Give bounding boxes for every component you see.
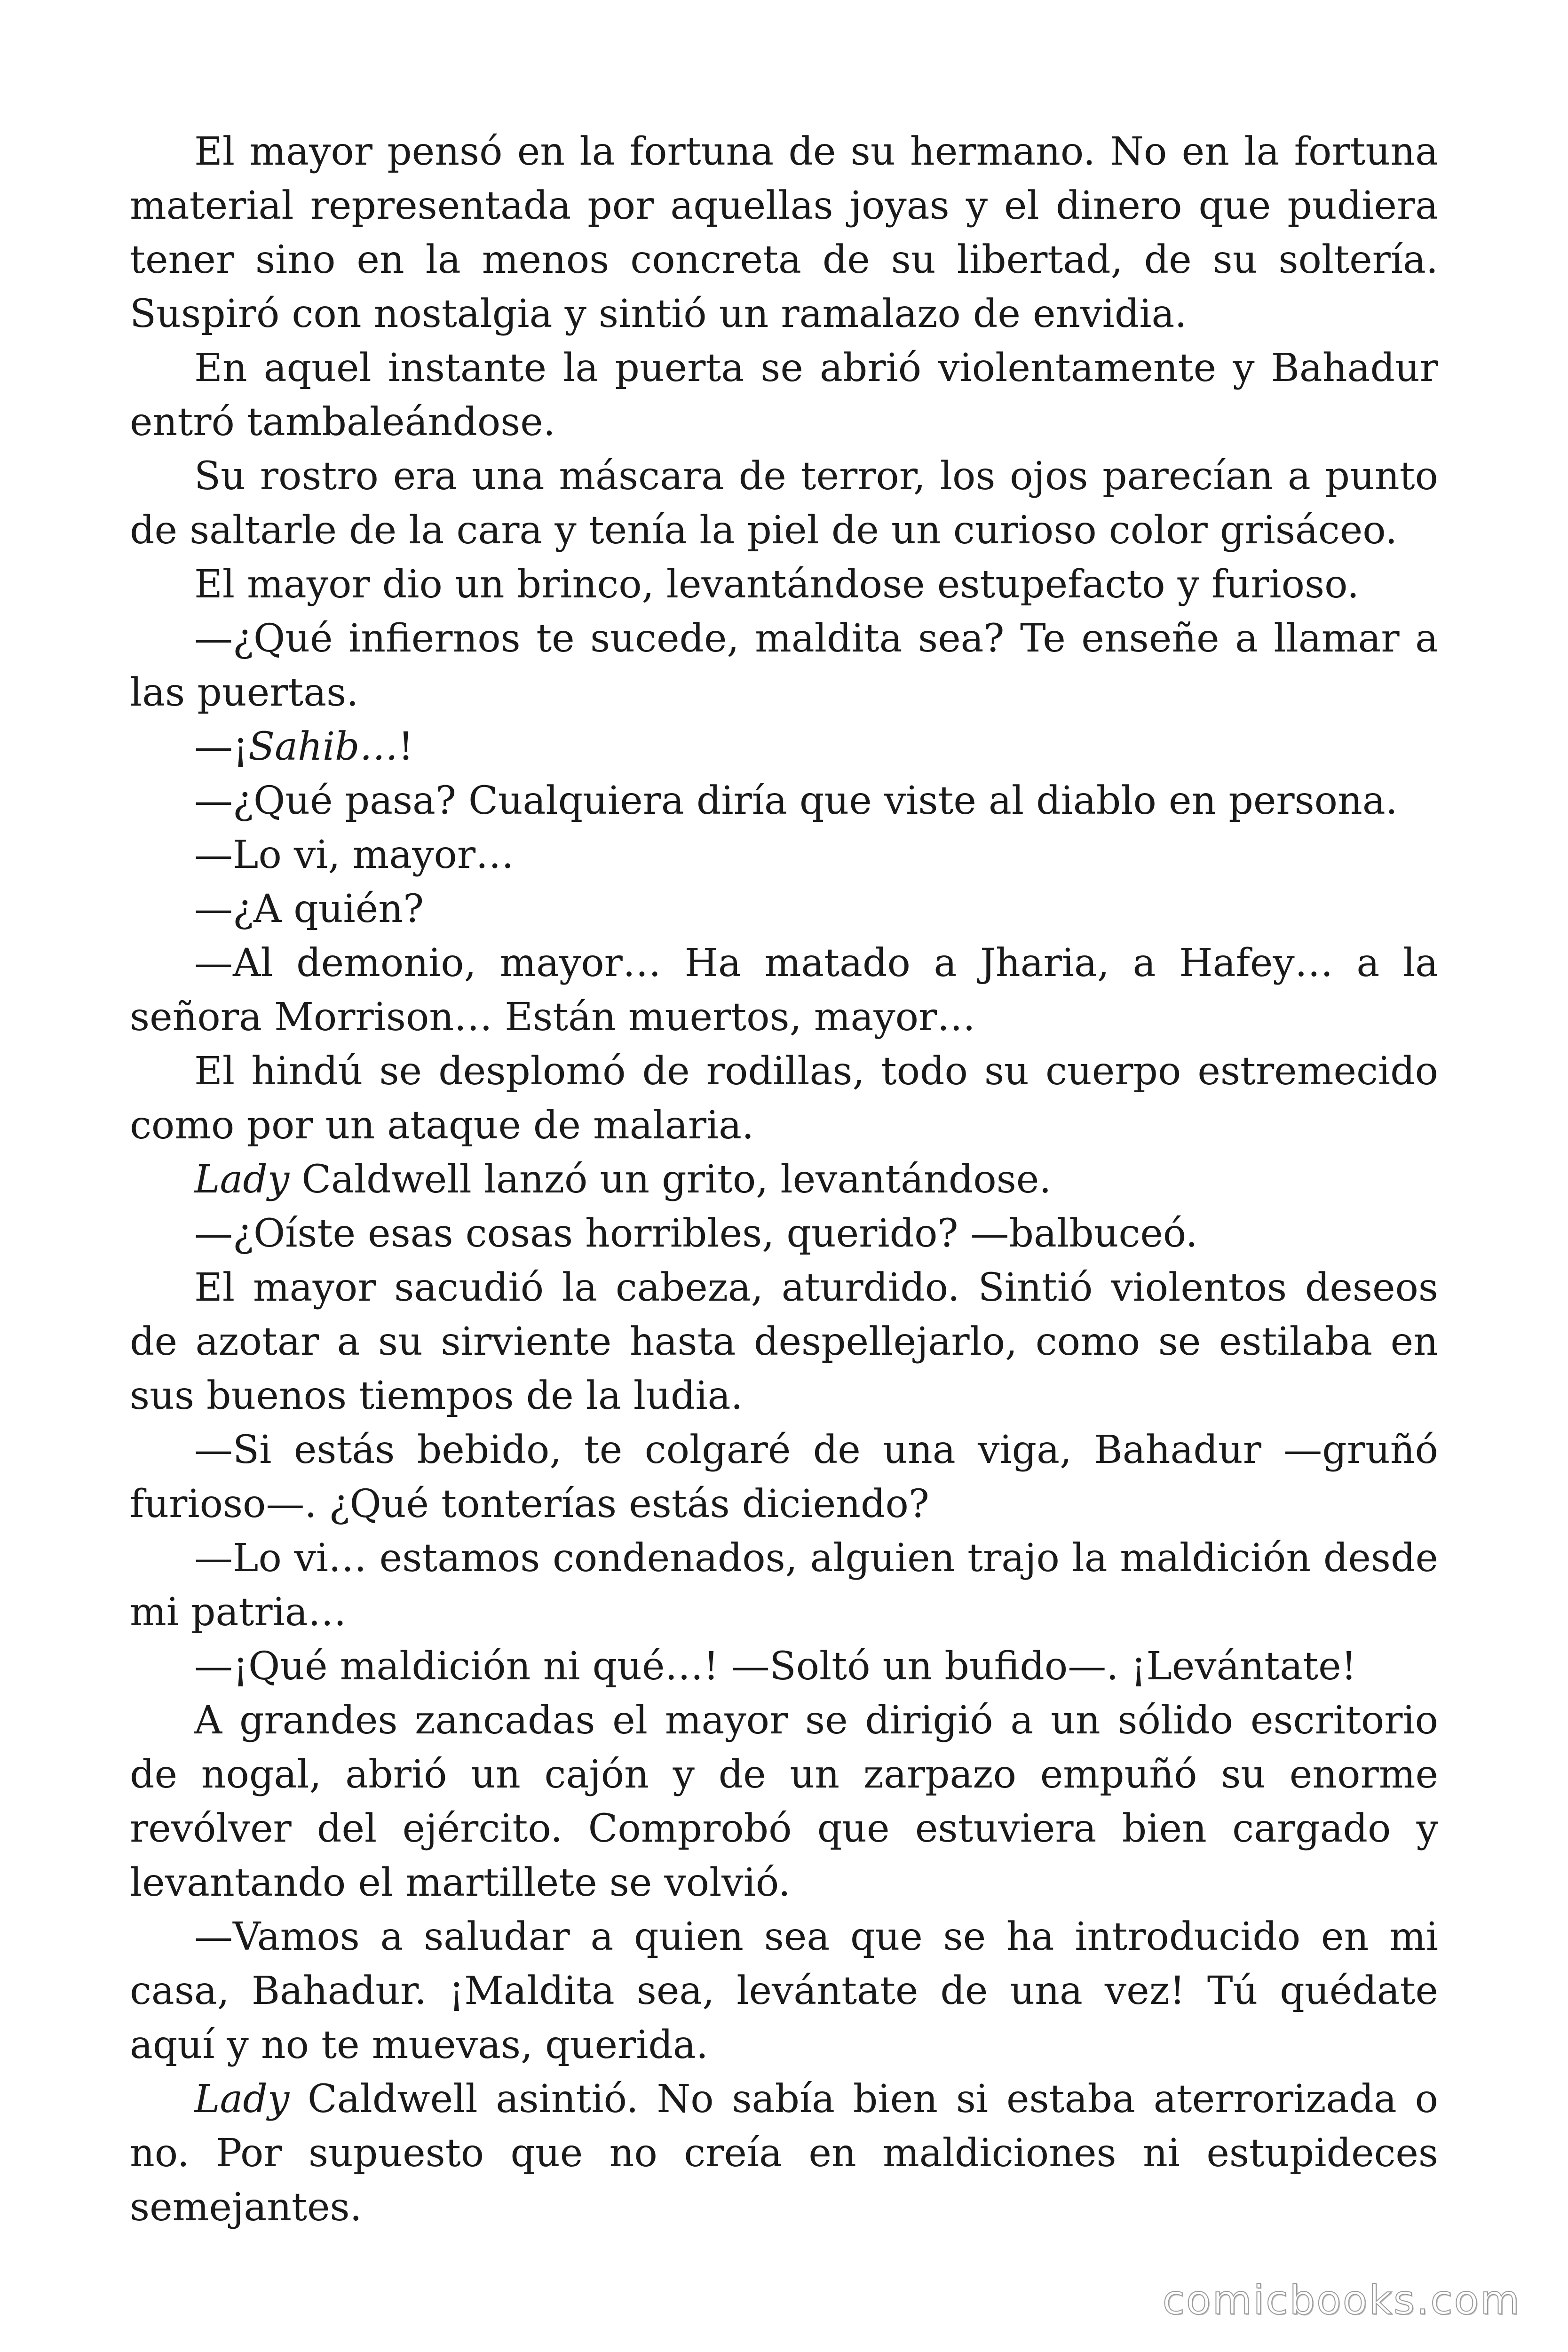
dialogue-paragraph: —¿Qué pasa? Cualquiera diría que viste al diablo en persona. bbox=[194, 779, 1398, 823]
paragraph: Lady Caldwell asintió. No sabía bien si estaba aterrorizada o no. Por supuesto que no creía en maldiciones ni estupideces semejantes. bbox=[130, 2077, 1438, 2230]
dialogue-paragraph: —Lo vi… estamos condenados, alguien trajo la maldición desde mi patria… bbox=[130, 1536, 1438, 1635]
dialogue-paragraph: —¡Qué maldición ni qué…! —Soltó un bufido—. ¡Levántate! bbox=[194, 1644, 1357, 1689]
paragraph: El hindú se desplomó de rodillas, todo su cuerpo estremecido como por un ataque de malaria. bbox=[130, 1049, 1438, 1148]
watermark: comicbooks.com bbox=[1162, 2277, 1521, 2324]
dialogue-paragraph: —¿A quién? bbox=[194, 887, 424, 931]
dialogue-paragraph: —Lo vi, mayor… bbox=[194, 833, 515, 877]
paragraph: Su rostro era una máscara de terror, los ojos parecían a punto de saltarle de la cara y tenía la piel de un curioso color grisáceo. bbox=[130, 454, 1438, 553]
dialogue-paragraph: —Al demonio, mayor… Ha matado a Jharia, a Hafey… a la señora Morrison… Están muertos, mayor… bbox=[130, 941, 1438, 1040]
book-page-body bbox=[130, 125, 1438, 2234]
paragraph: El mayor pensó en la fortuna de su hermano. No en la fortuna material representada por aquellas joyas y el dinero que pudiera tener sino en la menos concreta de su libertad, de su soltería. Suspiró con nostalgia y sintió un ramalazo de envidia. bbox=[130, 129, 1438, 336]
paragraph: Lady Caldwell lanzó un grito, levantándose. bbox=[194, 1157, 1052, 1202]
dialogue-paragraph: —¿Qué infiernos te sucede, maldita sea? Te enseñe a llamar a las puertas. bbox=[130, 616, 1438, 715]
paragraph: A grandes zancadas el mayor se dirigió a un sólido escritorio de nogal, abrió un cajón y de un zarpazo empuñó su enorme revólver del ejército. Comprobó que estuviera bien cargado y levantando el martillete se volvió. bbox=[130, 1698, 1438, 1905]
paragraph: En aquel instante la puerta se abrió violentamente y Bahadur entró tambaleándose. bbox=[130, 346, 1438, 445]
paragraph: El mayor sacudió la cabeza, aturdido. Sintió violentos deseos de azotar a su sirviente hasta despellejarlo, como se estilaba en sus buenos tiempos de la ludia. bbox=[130, 1265, 1438, 1418]
dialogue-paragraph: —Si estás bebido, te colgaré de una viga, Bahadur —gruñó furioso—. ¿Qué tonterías estás diciendo? bbox=[130, 1428, 1438, 1526]
dialogue-paragraph: —¿Oíste esas cosas horribles, querido? —balbuceó. bbox=[194, 1211, 1198, 1256]
dialogue-paragraph: —Vamos a saludar a quien sea que se ha introducido en mi casa, Bahadur. ¡Maldita sea, levántate de una vez! Tú quédate aquí y no te muevas, querida. bbox=[130, 1915, 1438, 2067]
dialogue-paragraph: —¡Sahib…! bbox=[194, 724, 414, 769]
paragraph: El mayor dio un brinco, levantándose estupefacto y furioso. bbox=[194, 562, 1360, 607]
